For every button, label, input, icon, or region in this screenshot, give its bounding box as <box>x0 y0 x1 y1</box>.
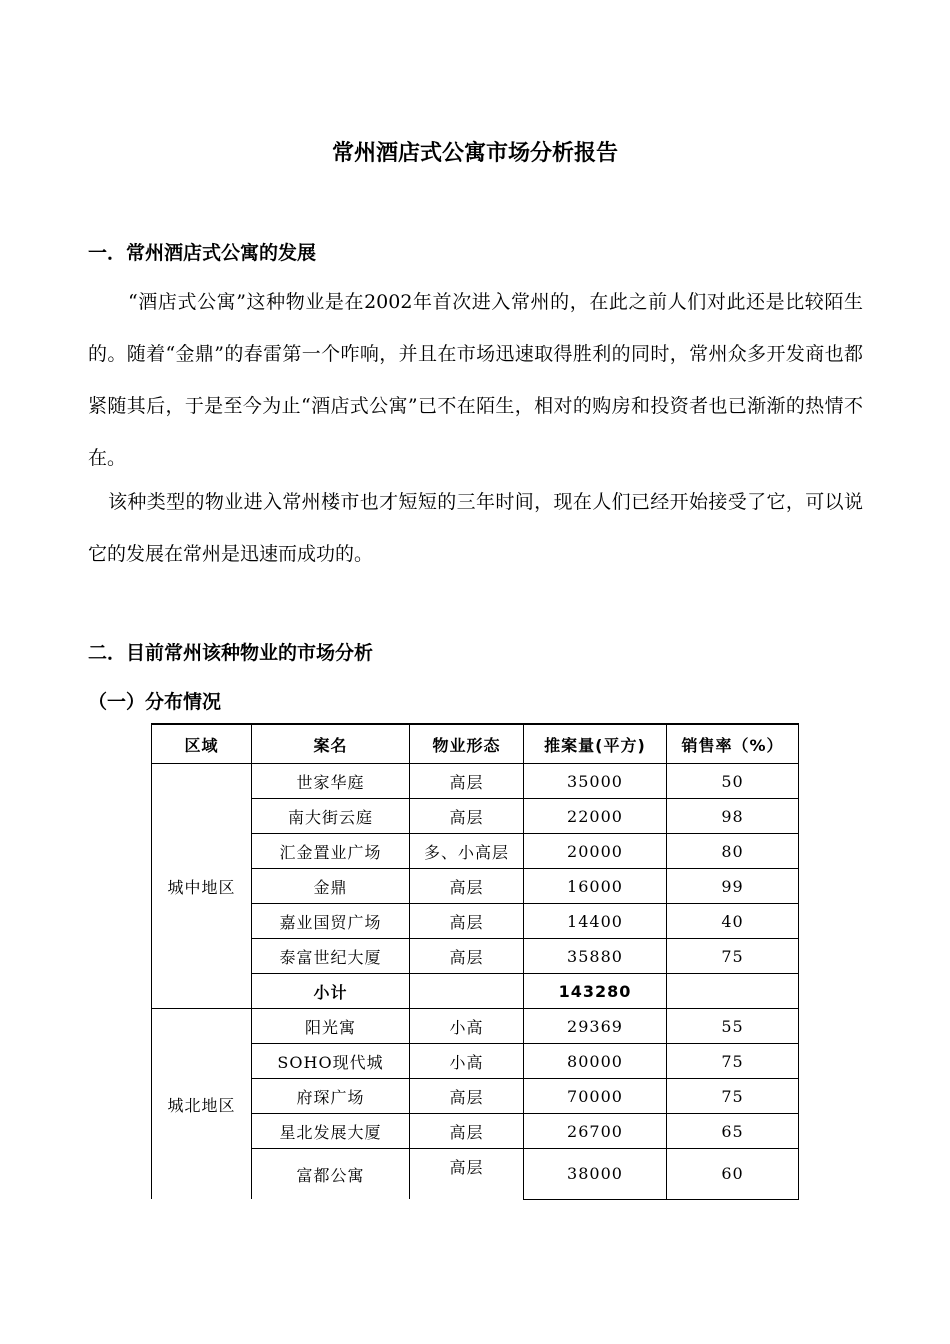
sales-rate-cell: 65 <box>667 1114 799 1149</box>
table-row <box>152 764 799 799</box>
sales-rate-cell: 55 <box>667 1009 799 1044</box>
header-project-name: 案名 <box>252 724 410 764</box>
supply-area-cell: 38000 <box>524 1149 667 1200</box>
project-name-cell: 府琛广场 <box>252 1079 410 1114</box>
header-region: 区域 <box>152 724 252 764</box>
sales-rate-cell: 50 <box>667 764 799 799</box>
sales-rate-cell: 80 <box>667 834 799 869</box>
sales-rate-cell: 75 <box>667 1079 799 1114</box>
property-type-cell: 高层 <box>410 1149 524 1200</box>
section-1-heading: 一．常州酒店式公寓的发展 <box>88 242 317 264</box>
project-name-cell: 富都公寓 <box>252 1149 410 1200</box>
property-type-cell: 高层 <box>410 764 524 799</box>
property-type-cell: 高层 <box>410 1114 524 1149</box>
property-type-cell: 高层 <box>410 939 524 974</box>
property-type-cell: 高层 <box>410 869 524 904</box>
subtotal-value: 143280 <box>524 974 667 1009</box>
supply-area-cell: 70000 <box>524 1079 667 1114</box>
supply-area-cell: 35880 <box>524 939 667 974</box>
sales-rate-cell: 99 <box>667 869 799 904</box>
project-name-cell: 金鼎 <box>252 869 410 904</box>
project-name-cell: 嘉业国贸广场 <box>252 904 410 939</box>
header-property-type: 物业形态 <box>410 724 524 764</box>
sales-rate-cell: 60 <box>667 1149 799 1200</box>
sales-rate-cell: 40 <box>667 904 799 939</box>
supply-area-cell: 29369 <box>524 1009 667 1044</box>
supply-area-cell: 26700 <box>524 1114 667 1149</box>
supply-area-cell: 14400 <box>524 904 667 939</box>
subtotal-label: 小计 <box>252 974 410 1009</box>
project-name-cell: 泰富世纪大厦 <box>252 939 410 974</box>
header-supply-area: 推案量(平方) <box>524 724 667 764</box>
section-1-paragraph-2: 该种类型的物业进入常州楼市也才短短的三年时间，现在人们已经开始接受了它，可以说它的发展在常州是迅速而成功的。 <box>88 491 863 565</box>
project-name-cell: 阳光寓 <box>252 1009 410 1044</box>
sales-rate-cell: 75 <box>667 1044 799 1079</box>
project-name-cell: SOHO现代城 <box>252 1044 410 1079</box>
project-name-cell: 世家华庭 <box>252 764 410 799</box>
region-cell: 城中地区 <box>152 764 252 1009</box>
property-type-cell: 小高 <box>410 1044 524 1079</box>
project-name-cell: 南大街云庭 <box>252 799 410 834</box>
property-type-cell: 小高 <box>410 1009 524 1044</box>
table-header-row <box>152 724 799 764</box>
region-cell: 城北地区 <box>152 1009 252 1200</box>
document-title: 常州酒店式公寓市场分析报告 <box>331 141 618 166</box>
section-1-paragraph-1: “酒店式公寓”这种物业是在2002年首次进入常州的，在此之前人们对此还是比较陌生的。随着“金鼎”的春雷第一个咋响，并且在市场迅速取得胜利的同时，常州众多开发商也都紧随其后，于是至今为止“酒店式公寓”已不在陌生，相对的购房和投资者也已渐渐的热情不在。 <box>88 291 863 469</box>
supply-area-cell: 35000 <box>524 764 667 799</box>
project-name-cell: 汇金置业广场 <box>252 834 410 869</box>
property-type-cell: 高层 <box>410 904 524 939</box>
supply-area-cell: 16000 <box>524 869 667 904</box>
subtotal-empty-cell <box>667 974 799 1009</box>
sales-rate-cell: 75 <box>667 939 799 974</box>
sales-rate-cell: 98 <box>667 799 799 834</box>
supply-area-cell: 80000 <box>524 1044 667 1079</box>
property-type-cell: 高层 <box>410 1079 524 1114</box>
subtotal-empty-cell <box>410 974 524 1009</box>
project-name-cell: 星北发展大厦 <box>252 1114 410 1149</box>
supply-area-cell: 20000 <box>524 834 667 869</box>
property-type-cell: 多、小高层 <box>410 834 524 869</box>
header-sales-rate: 销售率（%） <box>667 724 799 764</box>
section-2-heading: 二．目前常州该种物业的市场分析 <box>88 642 374 664</box>
supply-area-cell: 22000 <box>524 799 667 834</box>
table-row <box>152 1009 799 1044</box>
property-type-cell: 高层 <box>410 799 524 834</box>
distribution-table <box>151 723 799 1200</box>
subsection-heading-distribution: （一）分布情况 <box>88 691 222 713</box>
